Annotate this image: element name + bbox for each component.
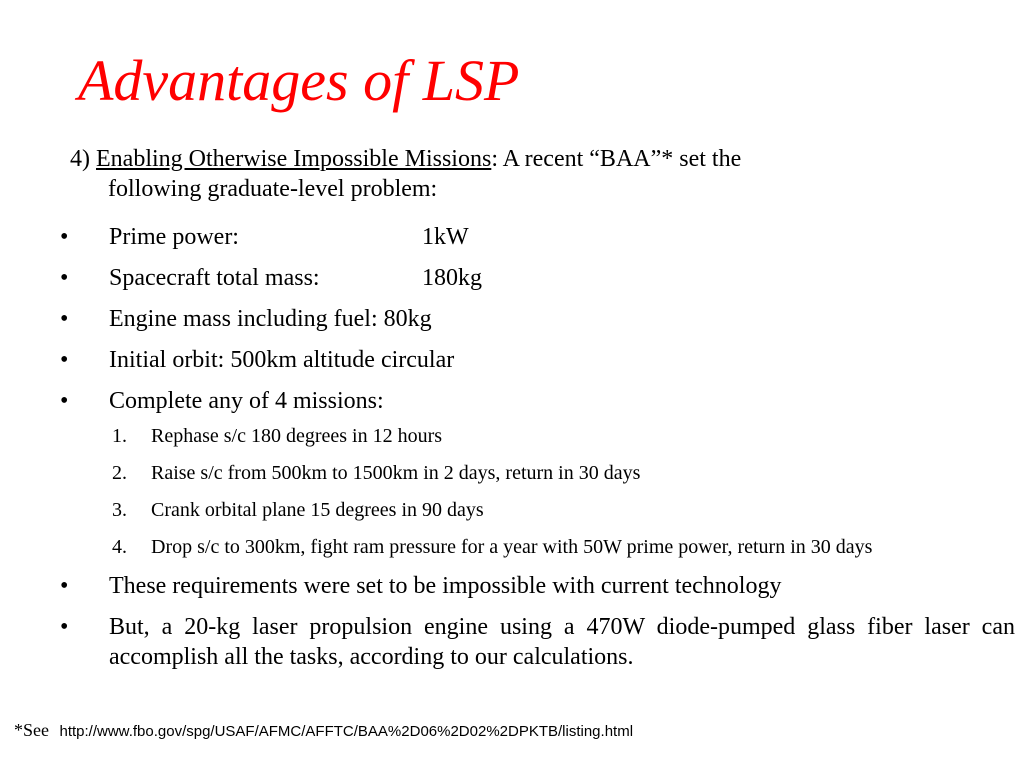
spec-label: Prime power: (109, 224, 239, 250)
intro-paragraph (70, 144, 950, 204)
bullet-marker: • (60, 306, 69, 332)
bullet-text: But, a 20-kg laser propulsion engine using a 470W diode-pumped glass fiber laser can accomplish all the tasks, according to our calculations. (109, 614, 1015, 670)
mission-number: 4. (112, 536, 127, 558)
slide-title: Advantages of LSP (78, 48, 520, 113)
mission-number: 2. (112, 462, 127, 484)
intro-number: 4) (70, 146, 90, 172)
spec-label: Spacecraft total mass: (109, 265, 320, 291)
footnote-prefix: *See (14, 720, 49, 740)
bullet-list (60, 222, 1015, 683)
mission-text: Rephase s/c 180 degrees in 12 hours (151, 425, 443, 447)
bullet-text: Complete any of 4 missions: (109, 388, 384, 414)
mission-item (60, 423, 1015, 449)
footnote (14, 720, 633, 741)
bullet-engine-mass (60, 304, 1015, 334)
intro-text-line2: following graduate-level problem: (108, 176, 438, 202)
footnote-url[interactable]: http://www.fbo.gov/spg/USAF/AFMC/AFFTC/BAA%2D06%2D02%2DPKTB/listing.html (59, 723, 634, 740)
mission-text: Raise s/c from 500km to 1500km in 2 days, return in 30 days (151, 462, 641, 484)
mission-item (60, 460, 1015, 486)
missions-container (60, 423, 1015, 560)
mission-text: Crank orbital plane 15 degrees in 90 days (151, 499, 484, 521)
bullet-marker: • (60, 388, 69, 414)
bullet-laser-engine (60, 612, 1015, 672)
bullet-prime-power (60, 222, 1015, 252)
bullet-marker: • (60, 614, 69, 640)
bullet-text: These requirements were set to be impossible with current technology (109, 573, 782, 599)
bullet-text: Engine mass including fuel: 80kg (109, 306, 432, 332)
intro-heading: Enabling Otherwise Impossible Missions (96, 146, 492, 172)
mission-text: Drop s/c to 300km, fight ram pressure for a year with 50W prime power, return in 30 days (151, 536, 873, 558)
bullet-marker: • (60, 573, 69, 599)
mission-number: 1. (112, 425, 127, 447)
bullet-initial-orbit (60, 345, 1015, 375)
bullet-marker: • (60, 347, 69, 373)
spec-value: 1kW (422, 224, 469, 250)
mission-item (60, 534, 1015, 560)
bullet-text: Initial orbit: 500km altitude circular (109, 347, 455, 373)
bullet-requirements (60, 571, 1015, 601)
missions-list (60, 423, 1015, 560)
bullet-marker: • (60, 265, 69, 291)
bullet-missions (60, 386, 1015, 416)
spec-value: 180kg (422, 265, 482, 291)
intro-text-line1: : A recent “BAA”* set the (491, 146, 742, 172)
bullet-marker: • (60, 224, 69, 250)
bullet-total-mass (60, 263, 1015, 293)
mission-number: 3. (112, 499, 127, 521)
mission-item (60, 497, 1015, 523)
